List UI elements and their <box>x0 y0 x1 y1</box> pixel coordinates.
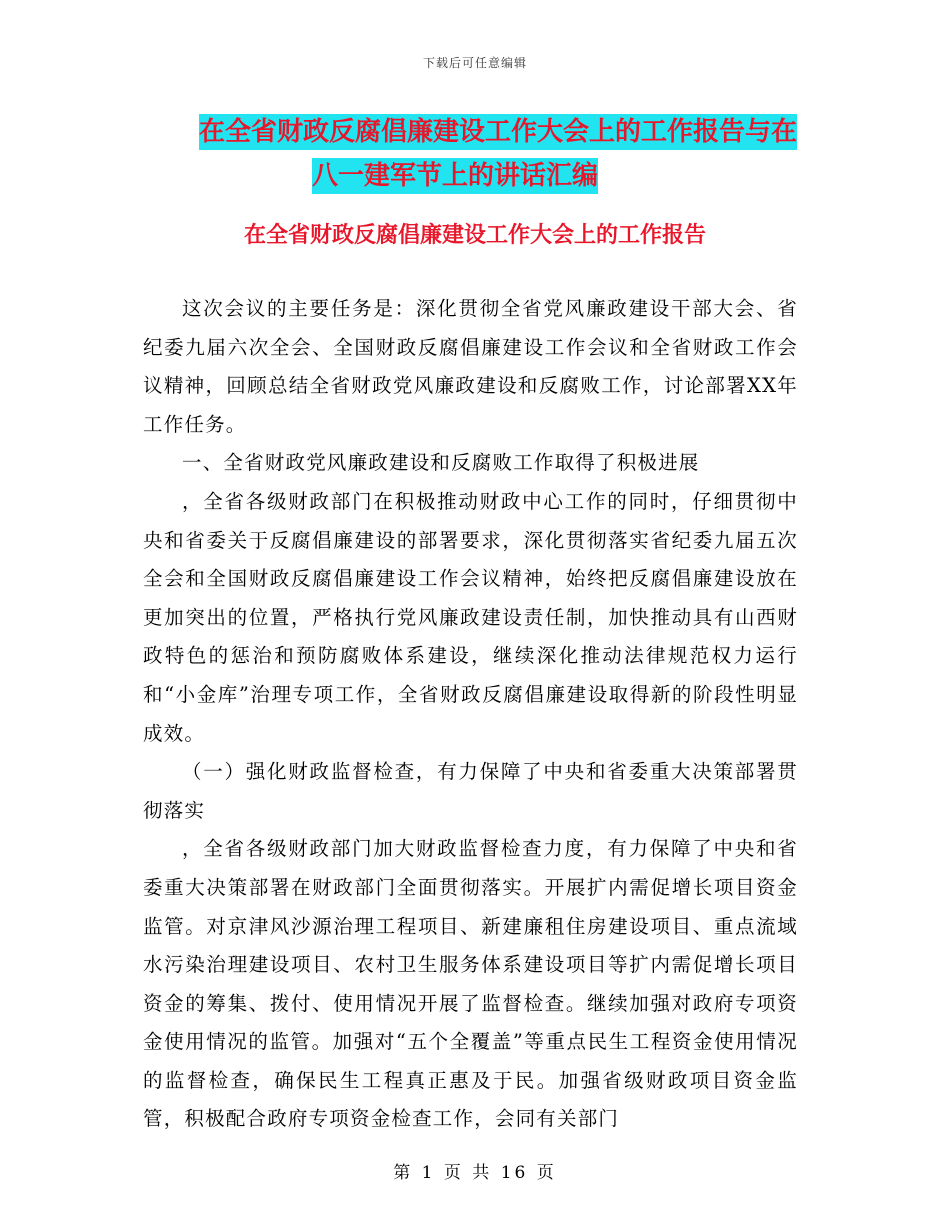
title-line-2 <box>0 154 950 198</box>
paragraph: ，全省各级财政部门在积极推动财政中心工作的同时，仔细贯彻中央和省委关于反腐倡廉建设的部署要求，深化贯彻落实省纪委九届五次全会和全国财政反腐倡廉建设工作会议精神，始终把反腐倡廉建设放在更加突出的位置，严格执行党风廉政建设责任制，加快推动具有山西财政特色的惩治和预防腐败体系建设，继续深化推动法律规范权力运行和“小金库”治理专项工作，全省财政反腐倡廉建设取得新的阶段性明显成效。 <box>143 489 798 745</box>
body-text <box>143 290 798 1139</box>
section-title: 在全省财政反腐倡廉建设工作大会上的工作报告 <box>243 223 706 248</box>
title-line-1 <box>0 110 950 154</box>
paragraph: 一、全省财政党风廉政建设和反腐败工作取得了积极进展 <box>182 451 700 475</box>
paragraph: 这次会议的主要任务是：深化贯彻全省党风廉政建设干部大会、省纪委九届六次全会、全国财政反腐倡廉建设工作会议和全省财政工作会议精神，回顾总结全省财政党风廉政建设和反腐败工作，讨论部署XX年工作任务。 <box>143 297 798 436</box>
document-title <box>0 110 950 198</box>
title-line-2-text: 八一建军节上的讲话汇编 <box>312 158 598 194</box>
header-note: 下载后可任意编辑 <box>422 56 527 70</box>
page-number: 第 1 页 共 16 页 <box>393 1163 557 1183</box>
paragraph: （一）强化财政监督检查，有力保障了中央和省委重大决策部署贯彻落实 <box>143 760 798 822</box>
title-line-1-text: 在全省财政反腐倡廉建设工作大会上的工作报告与在 <box>199 114 797 150</box>
paragraph: ，全省各级财政部门加大财政监督检查力度，有力保障了中央和省委重大决策部署在财政部门全面贯彻落实。开展扩内需促增长项目资金监管。对京津风沙源治理工程项目、新建廉租住房建设项目、重点流域水污染治理建设项目、农村卫生服务体系建设项目等扩内需促增长项目资金的筹集、拨付、使用情况开展了监督检查。继续加强对政府专项资金使用情况的监管。加强对“五个全覆盖”等重点民生工程资金使用情况的监督检查，确保民生工程真正惠及于民。加强省级财政项目资金监管，积极配合政府专项资金检查工作，会同有关部门 <box>143 837 798 1131</box>
